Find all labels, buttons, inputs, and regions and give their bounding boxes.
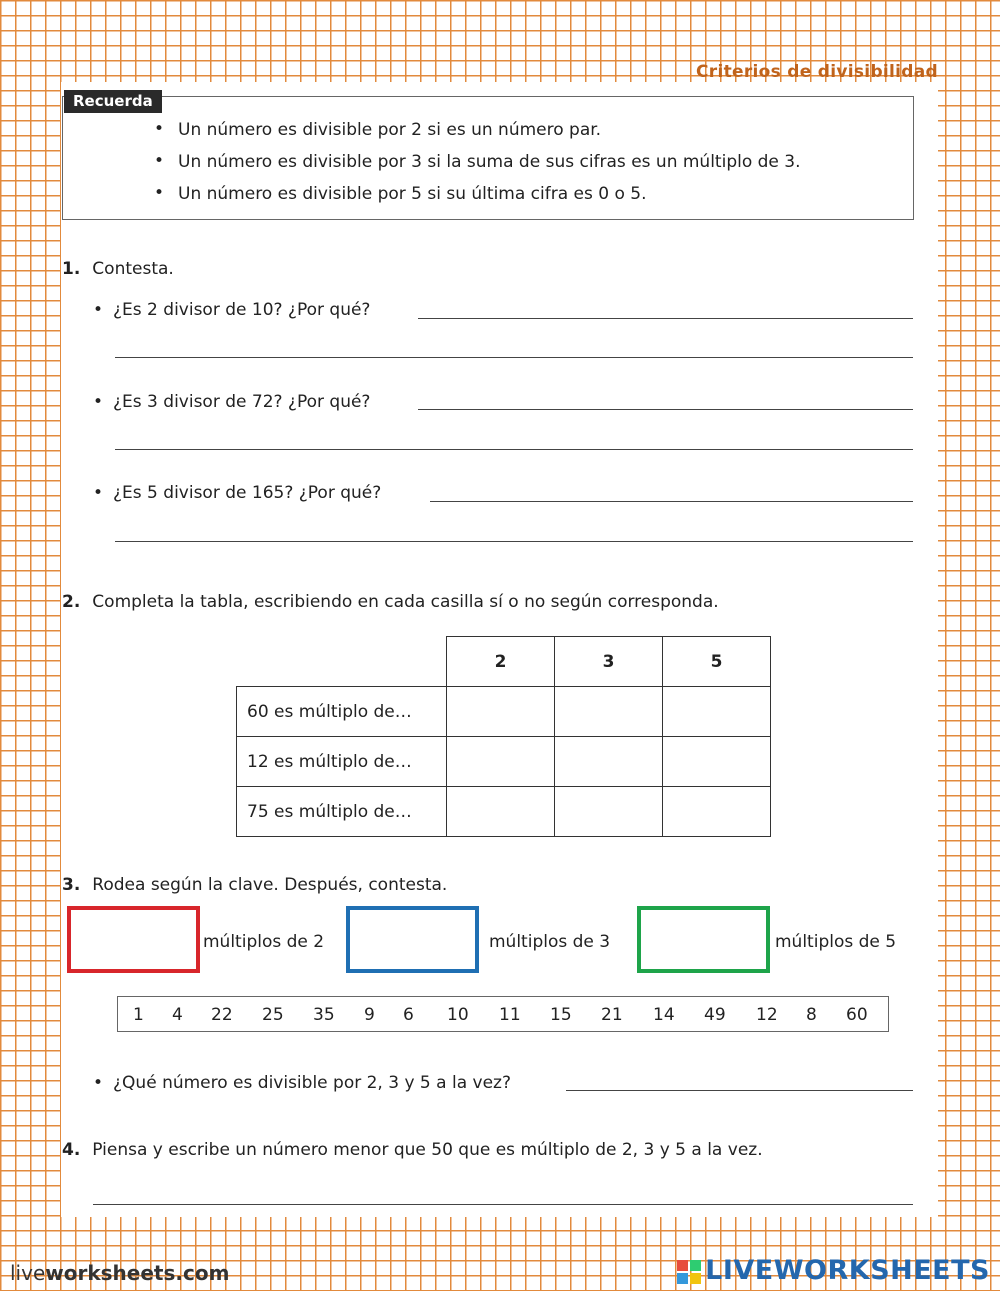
question-3-number: 3. (62, 875, 81, 895)
question-1-title: Contesta. (92, 259, 174, 279)
q1-item-2 (93, 392, 370, 412)
footer-site-domain: worksheets.com (45, 1261, 230, 1285)
divisibility-table (236, 636, 771, 837)
number-item[interactable]: 35 (313, 1005, 335, 1025)
row-label-12: 12 es múltiplo de… (237, 737, 447, 787)
answer-cell[interactable] (555, 787, 663, 837)
row-label-60: 60 es múltiplo de… (237, 687, 447, 737)
number-item[interactable]: 12 (756, 1005, 778, 1025)
number-item[interactable]: 60 (846, 1005, 868, 1025)
question-4-number: 4. (62, 1140, 81, 1160)
bullet-icon: • (93, 392, 104, 412)
number-item[interactable]: 49 (704, 1005, 726, 1025)
answer-line[interactable] (566, 1090, 913, 1091)
key-box-green (637, 906, 770, 973)
answer-cell[interactable] (555, 687, 663, 737)
number-item[interactable]: 14 (653, 1005, 675, 1025)
question-3-heading (62, 875, 447, 895)
answer-cell[interactable] (555, 737, 663, 787)
key-box-blue (346, 906, 479, 973)
number-item[interactable]: 11 (499, 1005, 521, 1025)
question-2-title: Completa la tabla, escribiendo en cada casilla sí o no según corresponda. (92, 592, 719, 612)
question-1-heading (62, 259, 174, 279)
footer-site-name (10, 1261, 229, 1285)
number-item[interactable]: 15 (550, 1005, 572, 1025)
row-label-75: 75 es múltiplo de… (237, 787, 447, 837)
q1-item-3 (93, 483, 381, 503)
q3-question (93, 1073, 511, 1093)
q1-item-1-text: ¿Es 2 divisor de 10? ¿Por qué? (113, 300, 371, 320)
bullet-icon: • (93, 1073, 104, 1093)
column-header-3: 3 (555, 637, 663, 687)
question-3-title: Rodea según la clave. Después, contesta. (92, 875, 448, 895)
question-1-number: 1. (62, 259, 81, 279)
footer-site-prefix: live (10, 1261, 46, 1285)
answer-cell[interactable] (447, 687, 555, 737)
number-item[interactable]: 10 (447, 1005, 469, 1025)
question-2-heading (62, 592, 719, 612)
rule-divisible-5: • Un número es divisible por 5 si su última cifra es 0 o 5. (178, 184, 647, 204)
number-item[interactable]: 8 (806, 1005, 817, 1025)
answer-cell[interactable] (663, 787, 771, 837)
answer-line[interactable] (430, 501, 913, 502)
q1-item-2-text: ¿Es 3 divisor de 72? ¿Por qué? (113, 392, 371, 412)
question-2-number: 2. (62, 592, 81, 612)
key-box-red (67, 906, 200, 973)
bullet-icon: • (93, 300, 104, 320)
answer-cell[interactable] (447, 737, 555, 787)
q1-item-3-text: ¿Es 5 divisor de 165? ¿Por qué? (113, 483, 382, 503)
topic-title: Criterios de divisibilidad (696, 62, 938, 82)
number-item[interactable]: 6 (403, 1005, 414, 1025)
rule-divisible-2: • Un número es divisible por 2 si es un número par. (178, 120, 601, 140)
answer-cell[interactable] (663, 737, 771, 787)
answer-line[interactable] (93, 1204, 913, 1205)
column-header-5: 5 (663, 637, 771, 687)
answer-line[interactable] (115, 357, 913, 358)
key-label-multiples-3: múltiplos de 3 (489, 932, 611, 952)
rule-divisible-3: • Un número es divisible por 3 si la suma de sus cifras es un múltiplo de 3. (178, 152, 801, 172)
question-4-heading (62, 1140, 763, 1160)
number-item[interactable]: 22 (211, 1005, 233, 1025)
reminder-tag: Recuerda (64, 90, 162, 113)
question-4-title: Piensa y escribe un número menor que 50 que es múltiplo de 2, 3 y 5 a la vez. (92, 1140, 763, 1160)
q3-question-text: ¿Qué número es divisible por 2, 3 y 5 a la vez? (113, 1073, 511, 1093)
table-corner (237, 637, 447, 687)
bullet-icon: • (93, 483, 104, 503)
logo-icon (677, 1260, 701, 1284)
number-item[interactable]: 1 (133, 1005, 144, 1025)
answer-cell[interactable] (663, 687, 771, 737)
answer-line[interactable] (115, 541, 913, 542)
answer-line[interactable] (115, 449, 913, 450)
number-item[interactable]: 21 (601, 1005, 623, 1025)
key-label-multiples-5: múltiplos de 5 (775, 932, 897, 952)
number-item[interactable]: 9 (364, 1005, 375, 1025)
logo-text: LIVEWORKSHEETS (705, 1255, 990, 1286)
number-item[interactable]: 4 (172, 1005, 183, 1025)
column-header-2: 2 (447, 637, 555, 687)
key-label-multiples-2: múltiplos de 2 (203, 932, 325, 952)
q1-item-1 (93, 300, 370, 320)
answer-cell[interactable] (447, 787, 555, 837)
answer-line[interactable] (418, 409, 913, 410)
number-item[interactable]: 25 (262, 1005, 284, 1025)
liveworksheets-logo (677, 1255, 990, 1286)
answer-line[interactable] (418, 318, 913, 319)
